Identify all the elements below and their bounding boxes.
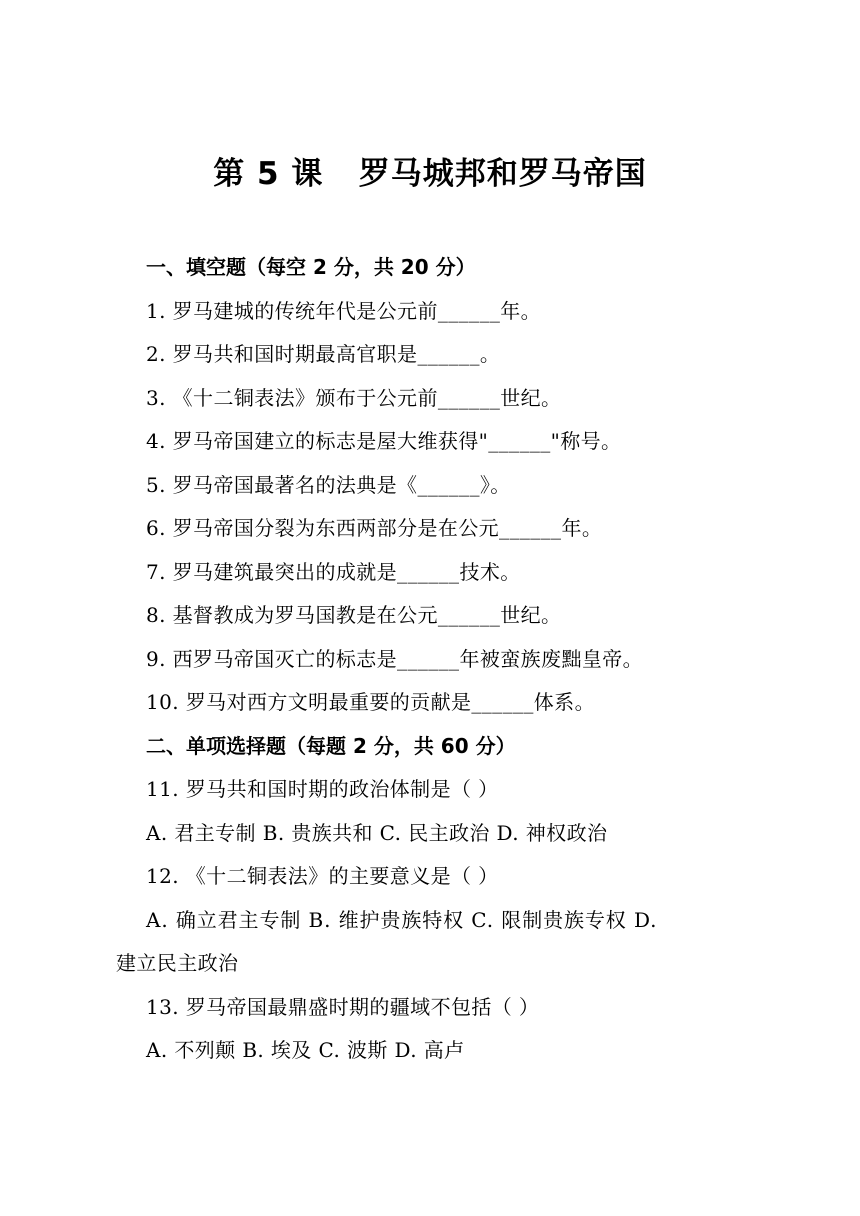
question-7: 7. 罗马建筑最突出的成就是______技术。 <box>146 559 521 584</box>
question-9: 9. 西罗马帝国灭亡的标志是______年被蛮族废黜皇帝。 <box>146 646 644 671</box>
section-heading-single-choice: 二、单项选择题（每题 2 分，共 60 分） <box>146 733 516 758</box>
question-10: 10. 罗马对西方文明最重要的贡献是______体系。 <box>146 690 595 714</box>
question-11-stem: 11. 罗马共和国时期的政治体制是（ ） <box>146 777 499 801</box>
section-heading-fill-blank: 一、填空题（每空 2 分，共 20 分） <box>146 255 476 279</box>
question-12-options: A. 确立君主专制 B. 维护贵族特权 C. 限制贵族专权 D. <box>146 907 658 932</box>
question-12-options-continued: 建立民主政治 <box>116 951 239 975</box>
question-13-stem: 13. 罗马帝国最鼎盛时期的疆域不包括（ ） <box>146 994 540 1019</box>
question-3: 3. 《十二铜表法》颁布于公元前______世纪。 <box>146 385 562 410</box>
question-13-options: A. 不列颠 B. 埃及 C. 波斯 D. 高卢 <box>146 1038 465 1062</box>
question-4: 4. 罗马帝国建立的标志是屋大维获得"______"称号。 <box>146 429 622 453</box>
document-body <box>116 246 736 1073</box>
question-5: 5. 罗马帝国最著名的法典是《______》。 <box>146 472 511 497</box>
question-1: 1. 罗马建城的传统年代是公元前______年。 <box>146 298 542 323</box>
question-8: 8. 基督教成为罗马国教是在公元______世纪。 <box>146 603 562 627</box>
question-2: 2. 罗马共和国时期最高官职是______。 <box>146 342 501 366</box>
question-6: 6. 罗马帝国分裂为东西两部分是在公元______年。 <box>146 516 603 540</box>
question-11-options: A. 君主专制 B. 贵族共和 C. 民主政治 D. 神权政治 <box>146 820 608 845</box>
page-title: 第 5 课 罗马城邦和罗马帝国 <box>213 156 647 192</box>
question-12-stem: 12. 《十二铜表法》的主要意义是（ ） <box>146 864 499 888</box>
